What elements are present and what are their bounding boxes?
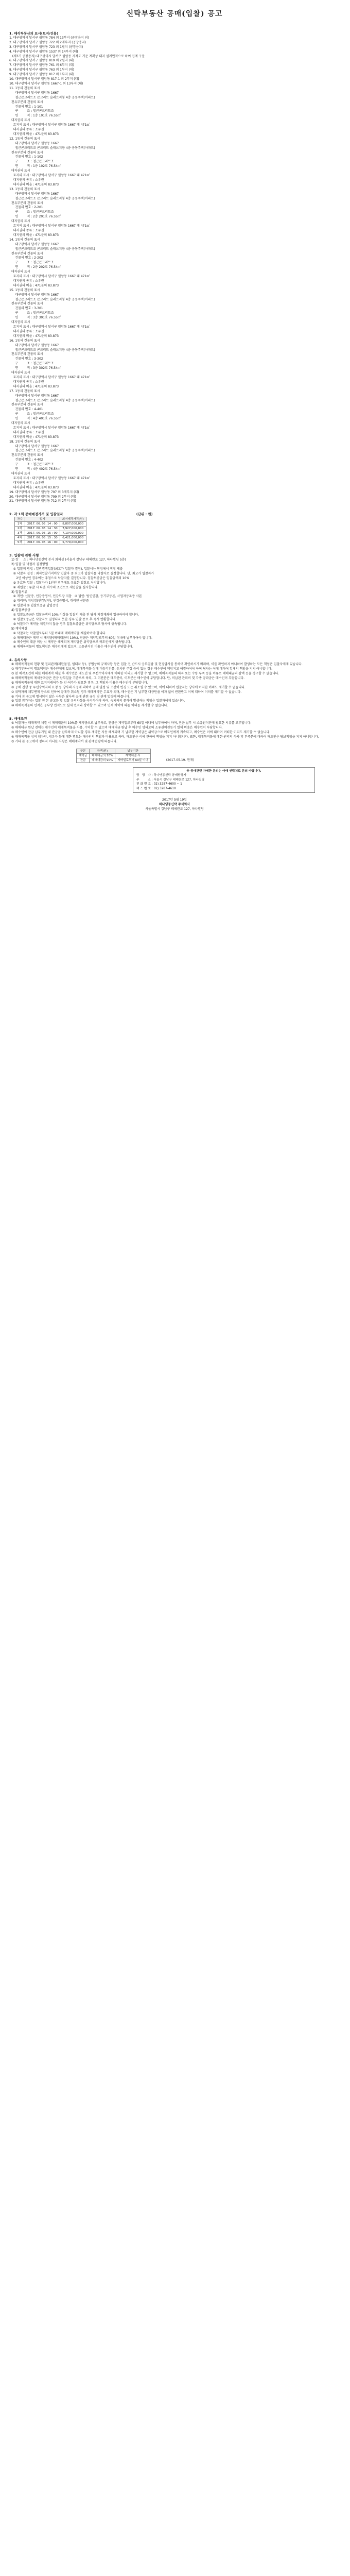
table-cell: 6,421,000,000 (60, 536, 86, 540)
table-cell: 잔금 (77, 758, 90, 762)
property-line: 2. 대구광역시 달서구 월암동 722 외 2개부지 (공장용지) (9, 40, 86, 44)
table-cell: 계약금 (77, 753, 90, 758)
property-line: 대지권의 종류 : 소유권 (9, 279, 44, 283)
property-line: 면 적 : 4층 402호 76.54㎡ (9, 467, 61, 471)
property-line: 토지의 표시 : 대구광역시 달서구 월암동 1667 대 471㎡ (9, 123, 90, 127)
bid-term-line: 4) 입찰보증금 (9, 608, 30, 613)
section-3-heading: 3. 입찰에 관한 사항 (9, 553, 39, 558)
condition-paragraph: ③ 매수인이 잔금 납부기일 내 잔금을 납부하지 아니할 경우 계약은 자동 해제되며 기 납부한 계약금은 위약금으로 매도인에게 귀속되고, 매수인은 이에 대하여 어떠한 이의도 제기할 수 없습니다. (11, 730, 271, 734)
bid-term-line: ① 입찰보증금은 입찰금액의 10% 이상을 입찰서 제출 전 당사 지정계좌에 입금하여야 합니다. (9, 613, 139, 617)
caution-paragraph: ⑨ 입찰 참가자는 입찰 전 본 공고문 및 입찰 유의사항을 숙지하여야 하며, 숙지하지 못하여 발생하는 책임은 입찰자에게 있습니다. (11, 699, 185, 703)
unit-label: (단위 : 원) (136, 512, 153, 517)
property-line: 4. 대구광역시 달서구 월암동 1537 외 14부지 (대) (9, 49, 78, 54)
table-cell: 8,807,000,000 (60, 522, 86, 527)
bid-terms (9, 558, 340, 650)
table-row (77, 758, 151, 762)
bid-term-line: 1) 장 소 : 하나냉동신탁 본사 회의실 (서울시 강남구 테헤란로 127, 하나빌딩 5층) (9, 558, 126, 562)
table-row (15, 536, 86, 540)
bid-term-line: ④ 매매목적물의 명도책임은 매수인에게 있으며, 소유권이전 비용은 매수인이 부담합니다. (9, 645, 133, 649)
table-cell: 2017. 06. 05. 14 : 30 (25, 527, 60, 531)
bid-term-line: ④ 재입찰 : 유찰 시 다음 차수의 조건으로 재입찰을 실시합니다. (9, 585, 99, 589)
property-line: 구 조 : 철근콘크리트조 (9, 412, 54, 416)
property-line: 전유부분의 건물의 표시 (9, 150, 43, 155)
bid-term-line: ② 입찰보증금은 낙찰자로 결정되지 못한 경우 입찰 종료 후 즉시 반환합니다. (9, 617, 116, 621)
property-line: 철근콘크리트조 콘크리트 슬래브지붕 4층 공동주택(아파트) (9, 196, 95, 200)
caution-paragraph: ② 매각부동산의 명도책임은 매수인에게 있으며, 매매목적물 상에 미등기건물, 유치권 주장 등이 있는 경우 매수인이 책임지고 해결하여야 하며 당사는 이에 대하여 일체의 책임을 지지 아니합니다. (11, 667, 273, 671)
caution-paragraph: ③ 본 매각조건에 의한 매매계약 체결 후 매수인은 매도인 및 우선수익자에게 어떠한 이의도 제기할 수 없으며, 매매목적물의 하자 또는 수량 부족 등을 이유로 매매대금의 감액 등을 청구할 수 없습니다. (11, 672, 279, 675)
table-cell: 7,927,000,000 (60, 527, 86, 531)
column-header: 일시 (25, 517, 60, 522)
property-line: 구 조 : 철근콘크리트조 (9, 210, 54, 214)
property-line: 대지권의 표시 (9, 421, 30, 426)
caution-paragraph: ⑩ 매매목적물의 면적은 공부상 면적으로 실제 면적과 상이할 수 있으며 면적 차이에 따른 이의를 제기할 수 없습니다. (11, 704, 168, 708)
property-line: 대지권의 표시 (9, 118, 30, 123)
property-line: 대지권의 비율 : 471분의 83.873 (9, 283, 59, 287)
bid-term-line: ③ 대리인: 위임장(인감날인), 인감증명서, 대리인 신분증 (9, 599, 89, 603)
section-2-heading (9, 512, 340, 517)
property-line: 철근콘크리트조 콘크리트 슬래브지붕 4층 공동주택(아파트) (9, 398, 95, 402)
as-of-note: (2017.05.19. 현재) (166, 758, 195, 762)
bid-term-line: ③ 낙찰자가 계약을 체결하지 않을 경우 입찰보증금은 위약금으로 당사에 귀속됩니다. (9, 622, 128, 626)
property-line: 11. 1동의 건물의 표시 (9, 86, 40, 90)
property-line: 면 적 : 3층 301호 76.55㎡ (9, 316, 61, 320)
property-line: 14. 1동의 건물의 표시 (9, 238, 40, 242)
property-line: 13. 1동의 건물의 표시 (9, 187, 40, 191)
property-line: 건물의 번호 : 3-302 (9, 357, 43, 361)
table-body (77, 753, 151, 762)
caution-paragraph: ④ 매매목적물의 제세공과금은 잔금 납부일을 기준으로 하되, 그 이전분은 매도인이, 이후분은 매수인이 부담합니다. 단, 미납된 관리비 및 각종 공과금은 매수인이 부담합니다. (11, 676, 244, 680)
property-line: 15. 1동의 건물의 표시 (9, 288, 40, 292)
bid-term-line: ③ 유효한 입찰 : 입찰자가 1인인 경우에도 유효한 입찰로 처리합니다. (9, 581, 107, 585)
column-header: 최저매각가격(원) (60, 517, 86, 522)
property-line: 전유부분의 건물의 표시 (9, 100, 43, 104)
property-line: 토지의 표시 : 대구광역시 달서구 월암동 1667 대 471㎡ (9, 275, 90, 279)
caution-paragraph: ⑦ 위탁자의 채무변제 등으로 인하여 공매가 취소될 경우 매매계약은 무효가 되며, 매수인은 기 납부한 대금만을 이자 없이 반환받고 이에 대하여 이의를 제기할 수 없습니다. (11, 690, 242, 694)
property-line: 10. 대구광역시 달서구 월암동 817-1 외 2부지 (대) (9, 77, 79, 81)
property-line: 대지권의 비율 : 471분의 83.873 (9, 485, 59, 489)
property-line: 12. 1동의 건물의 표시 (9, 137, 40, 141)
column-header: 납부기한 (115, 749, 150, 753)
property-line: 대지권의 표시 (9, 371, 30, 375)
property-line: 면 적 : 3층 302호 76.54㎡ (9, 366, 61, 370)
bid-term-line: 3) 입찰서류 (9, 590, 28, 594)
property-line: 철근콘크리트조 콘크리트 슬래브지붕 4층 공동주택(아파트) (9, 449, 95, 453)
property-line: 건물의 번호 : 4-402 (9, 458, 43, 462)
property-line: 대지권의 표시 (9, 472, 30, 476)
bid-term-line: ④ 입찰서 ⑤ 입찰보증금 납입증명 (9, 604, 59, 608)
property-line: 대지권의 종류 : 소유권 (9, 380, 44, 384)
table-cell: 2017. 06. 05. 14 : 00 (25, 522, 60, 527)
cautions (9, 663, 340, 708)
property-line: 3. 대구광역시 달서구 월암동 723 외 1필지 (공장용지) (9, 45, 83, 49)
property-line: 전유부분의 건물의 표시 (9, 352, 43, 357)
contact-box (133, 767, 315, 793)
table-row (15, 540, 86, 545)
property-line: 전유부분의 건물의 표시 (9, 201, 43, 205)
contact-lines (136, 773, 311, 791)
property-line: 대지권의 비율 : 471분의 83.873 (9, 384, 59, 388)
property-line: 면 적 : 2층 202호 76.54㎡ (9, 265, 61, 269)
property-line: 건물의 번호 : 4-401 (9, 408, 43, 412)
property-line: 철근콘크리트조 콘크리트 슬래브지붕 4층 공동주택(아파트) (9, 247, 95, 251)
property-line: 대지권의 종류 : 소유권 (9, 430, 44, 434)
column-header: 차수 (15, 517, 25, 522)
table-cell: 매매대금의 10% (90, 753, 115, 758)
property-line: 대지권의 표시 (9, 219, 30, 224)
contact-line: 전 화 번 호 : 02) 3287-4600 ~ 1 (136, 783, 182, 786)
property-line: 대구광역시 달서구 월암동 1667 (9, 394, 59, 398)
notice-document (0, 0, 340, 812)
table-cell: 2017. 06. 05. 15 : 30 (25, 536, 60, 540)
bid-term-line: ① 낙찰자는 낙찰일로부터 5일 이내에 매매계약을 체결하여야 합니다. (9, 631, 107, 635)
property-line: 18. 1동의 건물의 표시 (9, 439, 40, 444)
property-line: 1. 대구광역시 달서구 월암동 784 외 13부지 (공장용지 외) (9, 36, 89, 40)
property-line: 전유부분의 건물의 표시 (9, 251, 43, 256)
table-cell: 5,779,000,000 (60, 540, 86, 545)
property-line: 대지권의 비율 : 471분의 83.873 (9, 435, 59, 439)
bid-term-line: ① 입찰의 방법 : 일반경쟁입찰(최고가 입찰자 결정), 입찰서는 현장에서 직접 제출 (9, 567, 123, 571)
property-line: 토지의 표시 : 대구광역시 달서구 월암동 1667 대 471㎡ (9, 224, 90, 228)
table-cell: 2차 (15, 527, 25, 531)
property-line: 토지의 표시 : 대구광역시 달서구 월암동 1667 대 471㎡ (9, 375, 90, 379)
property-line: 건물의 번호 : 1-102 (9, 155, 43, 159)
property-line: 대지권의 종류 : 소유권 (9, 228, 44, 232)
property-line: 전유부분의 건물의 표시 (9, 403, 43, 407)
table-row (15, 531, 86, 536)
property-line: 대지권의 표시 (9, 169, 30, 173)
property-line: 20. 대구광역시 달서구 월암동 799 외 2부지 (대) (9, 495, 76, 499)
section-2-title: 2. 각 1회 공매예정가격 및 입찰일자 (9, 512, 63, 517)
bid-term-line: 2인 이상인 경우에는 추첨으로 낙찰자를 결정합니다. 입찰보증금은 입찰금액의 10% (9, 576, 130, 580)
property-line: 건물의 번호 : 2-202 (9, 256, 43, 260)
property-line: 전유부분의 건물의 표시 (9, 453, 43, 457)
property-line: 대구광역시 달서구 월암동 1667 (9, 293, 59, 297)
property-line: 대지권의 종류 : 소유권 (9, 481, 44, 485)
bid-term-line: 5) 계약체결 (9, 626, 28, 631)
table-cell: 계약일로부터 60일 이내 (115, 758, 150, 762)
signature-block (9, 798, 340, 812)
property-line: 구 조 : 철근콘크리트조 (9, 311, 54, 315)
table-cell: 2017. 06. 05. 15 : 00 (25, 531, 60, 536)
company-name: 하나냉동신탁 주식회사 (159, 803, 190, 807)
bid-term-line: ② 낙찰자 결정 : 최저입찰가격이상 입찰자 중 최고가 입찰자를 낙찰자로 결정합니다. 단, 최고가 입찰자가 (9, 571, 154, 575)
column-header: 구분 (77, 749, 90, 753)
property-line: 면 적 : 4층 401호 76.55㎡ (9, 417, 61, 421)
property-line: 10. 대구광역시 달서구 월암동 1667-1 외 13부지 (대) (9, 81, 83, 86)
property-line: 토지의 표시 : 대구광역시 달서구 월암동 1667 대 471㎡ (9, 325, 90, 329)
property-line: 대지권의 표시 (9, 320, 30, 325)
contact-title: ※ 공매관련 자세한 문의는 아래 연락처로 문의 바랍니다. (186, 769, 261, 773)
property-line: 전유부분의 건물의 표시 (9, 302, 43, 306)
price-schedule-table (14, 517, 86, 545)
property-line: 구 조 : 철근콘크리트조 (9, 160, 54, 164)
property-line: 9. 대구광역시 달서구 월암동 817 외 1부지 (대) (9, 73, 74, 77)
column-header: 금액(원) (90, 749, 115, 753)
property-line: (제3기 공장용지) 대구광역시 달서구 월암동 지적도 기준 계획상 대지 설계면적으로 하여 집계 구분 (9, 54, 145, 58)
property-line: 철근콘크리트조 콘크리트 슬래브지붕 4층 공동주택(아파트) (9, 95, 95, 99)
section-4-heading: 4. 유의사항 (9, 658, 27, 663)
table-row (15, 522, 86, 527)
property-line: 철근콘크리트조 콘크리트 슬래브지붕 4층 공동주택(아파트) (9, 297, 95, 301)
payment-table (76, 749, 151, 763)
bid-term-line: ③ 매수인의 대금 미납 시 계약은 해제되며 계약금은 위약금으로 매도인에게 귀속됩니다. (9, 640, 131, 645)
property-line: 면 적 : 1층 102호 76.54㎡ (9, 164, 61, 168)
section-1-heading: 1. 매각부동산의 표시(토지/건물) (9, 31, 59, 36)
property-line: 8. 대구광역시 달서구 월암동 763 외 1부지 (대) (9, 68, 74, 72)
table-cell: 계약체결 시 (115, 753, 150, 758)
table-cell: 5차 (15, 540, 25, 545)
sale-conditions (9, 721, 340, 744)
property-line: 대구광역시 달서구 월암동 1667 (9, 141, 59, 145)
table-cell: 1차 (15, 522, 25, 527)
table-cell: 3차 (15, 531, 25, 536)
property-line: 토지의 표시 : 대구광역시 달서구 월암동 1667 대 471㎡ (9, 476, 90, 480)
condition-paragraph: ⑤ 기타 본 공고에서 정하지 아니한 사항은 매매계약서 및 관계법령에 따릅니다. (11, 739, 118, 743)
table-cell: 2017. 06. 05. 16 : 00 (25, 540, 60, 545)
contact-line: 담 당 자 : 하나냉동신탁 공매담당자 (136, 774, 186, 777)
property-line: 대구광역시 달서구 월암동 1667 (9, 91, 59, 95)
property-line: 17. 1동의 건물의 표시 (9, 389, 40, 393)
table-header-row (77, 749, 151, 753)
property-line: 토지의 표시 : 대구광역시 달서구 월암동 1667 대 471㎡ (9, 174, 90, 178)
bid-term-line: ① 개인: 신분증, 인감증명서, 인감도장 지참 ② 법인: 법인인감, 등기부등본, 사업자등록증 사본 (9, 595, 142, 599)
caution-paragraph: ⑧ 기타 본 공고에 명시되지 않은 사항은 당사의 공매 관련 규정 및 관계 법령에 따릅니다. (11, 694, 131, 699)
table-header-row (15, 517, 86, 522)
property-line: 건물의 번호 : 1-101 (9, 105, 43, 109)
property-line: 대지권의 비율 : 471분의 83.873 (9, 132, 59, 136)
table-cell: 7,134,000,000 (60, 531, 86, 536)
company-address: 서울특별시 강남구 테헤란로 127, 하나빌딩 (145, 807, 204, 811)
property-line: 대지권의 비율 : 471분의 83.873 (9, 182, 59, 187)
property-line: 대지권의 종류 : 소유권 (9, 178, 44, 182)
bid-term-line: 2) 입찰 및 낙찰자 결정방법 (9, 563, 48, 567)
payment-table-wrap (76, 749, 340, 763)
caution-paragraph: ⑤ 매매목적물에 대한 토지거래허가 등 인·허가가 필요한 경우, 그 책임과 비용은 매수인이 부담합니다. (11, 681, 148, 685)
property-line: 대구광역시 달서구 월암동 1667 (9, 242, 59, 246)
property-line: 철근콘크리트조 콘크리트 슬래브지붕 4층 공동주택(아파트) (9, 146, 95, 150)
caution-paragraph: ⑥ 공매 진행 중 우선수익자의 요청 등 당사의 사정에 의하여 공매 일정 및 조건이 변경 또는 취소될 수 있으며, 이에 대하여 입찰자는 당사에 어떠한 이의도 제기할 수 없습니다. (11, 685, 246, 689)
contact-line: 팩 스 번 호 : 02) 3287-4610 (136, 787, 176, 790)
property-line: 구 조 : 철근콘크리트조 (9, 463, 54, 467)
property-line: 건물의 번호 : 3-301 (9, 307, 43, 311)
property-line: 건물의 번호 : 2-201 (9, 206, 43, 210)
condition-paragraph: ④ 매매목적물 상의 임차인, 점유자 등에 대한 명도는 매수인의 책임과 비용으로 하며, 매도인은 이에 관하여 책임을 지지 아니합니다. 또한, 매매목적물에 대한 권리의 하자 및 부족분에 대하여 매도인은 담보책임을 지지 아니합니다. (11, 735, 319, 739)
table-body (15, 522, 86, 545)
property-line: 대지권의 비율 : 471분의 83.873 (9, 233, 59, 237)
table-cell: 매매대금의 90% (90, 758, 115, 762)
property-list (9, 36, 340, 504)
property-line: 토지의 표시 : 대구광역시 달서구 월암동 1667 대 471㎡ (9, 426, 90, 430)
section-5-heading: 5. 매매조건 (9, 717, 27, 721)
property-line: 대지권의 종류 : 소유권 (9, 128, 44, 132)
property-line: 대구광역시 달서구 월암동 1667 (9, 444, 59, 448)
property-line: 대구광역시 달서구 월암동 1667 (9, 192, 59, 196)
contact-line: 주 소 : 서울시 강남구 테헤란로 127, 하나빌딩 (136, 778, 205, 782)
bid-term-line: ② 매매대금은 계약 시 계약금(매매대금의 10%), 잔금은 계약일로부터 60일 이내에 납부하여야 합니다. (9, 636, 152, 640)
property-line: 구 조 : 철근콘크리트조 (9, 261, 54, 265)
property-line: 대지권의 표시 (9, 270, 30, 274)
property-line: 7. 대구광역시 달서구 월암동 761 외 6부지 (대) (9, 63, 74, 67)
property-line: 구 조 : 철근콘크리트조 (9, 362, 54, 366)
property-line: 구 조 : 철근콘크리트조 (9, 109, 54, 113)
table-cell: 4차 (15, 536, 25, 540)
property-line: 대구광역시 달서구 월암동 1667 (9, 343, 59, 347)
property-line: 면 적 : 2층 201호 76.55㎡ (9, 215, 61, 219)
property-line: 19. 대구광역시 달서구 월암동 797 외 3개부지 (대) (9, 490, 79, 494)
property-line: 철근콘크리트조 콘크리트 슬래브지붕 4층 공동주택(아파트) (9, 348, 95, 352)
table-row (77, 753, 151, 758)
property-line: 대지권의 종류 : 소유권 (9, 329, 44, 333)
property-line: 대지권의 비율 : 471분의 83.873 (9, 334, 59, 338)
condition-paragraph: ① 낙찰자는 매매계약 체결 시 매매대금의 10%를 계약금으로 납부하고, 잔금은 계약일로부터 60일 이내에 납부하여야 하며, 잔금 납부 시 소유권이전에 필요한 서류를 교부합니다. (11, 721, 252, 725)
table-row (15, 527, 86, 531)
property-line: 면 적 : 1층 101호 76.55㎡ (9, 114, 61, 118)
notice-date: 2017년 5월 19일 (162, 798, 187, 802)
condition-paragraph: ② 매매대금 완납 전에는 매수인이 매매목적물을 사용, 수익할 수 없으며 매매대금 완납 후 매수인 명의로의 소유권이전등기 일체 비용은 매수인이 부담합니다. (11, 726, 223, 730)
property-line: 21. 대구광역시 달서구 월암동 712 외 2부지 (대) (9, 499, 76, 503)
page-title: 신탁부동산 공매(입찰) 공고 (126, 10, 223, 18)
property-line: 16. 1동의 건물의 표시 (9, 338, 40, 343)
caution-paragraph: ① 매매목적물의 현황 및 권리관계(제한물권, 임대차 등), 공법상의 규제사항 등은 입찰 전 반드시 공부열람 및 현장답사를 통하여 확인하시기 바라며, 이를 확인하지 아니하여 발생하는 모든 책임은 입찰자에게 있습니다. (11, 663, 303, 667)
property-line: 6. 대구광역시 달서구 월암동 819 외 2필지 (대) (9, 59, 74, 63)
